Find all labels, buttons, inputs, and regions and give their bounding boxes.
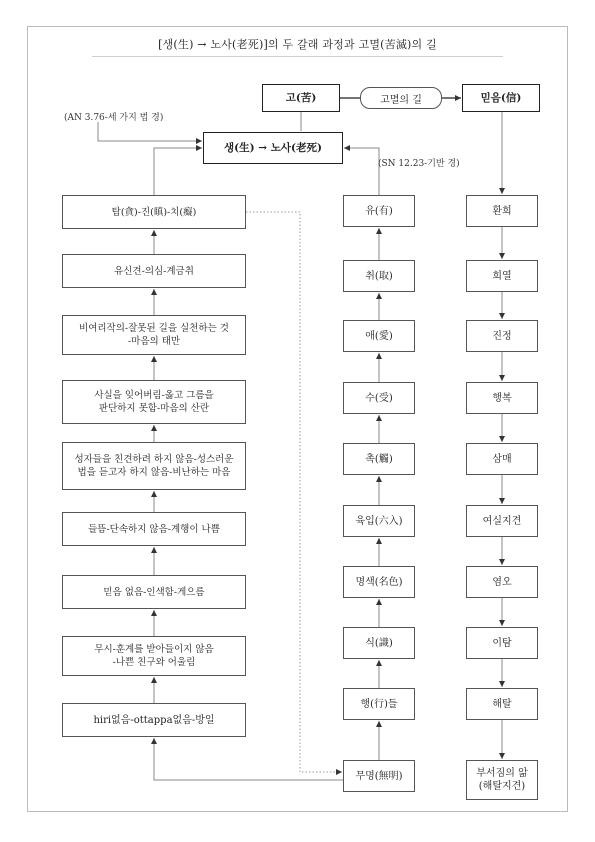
suffering-box: 고(苦) bbox=[262, 84, 340, 112]
right-chain-box: 삼매 bbox=[466, 443, 538, 475]
middle-chain-box: 애(愛) bbox=[343, 320, 415, 352]
middle-chain-box: 수(受) bbox=[343, 382, 415, 414]
left-chain-box: 비여리작의-잘못된 길을 실천하는 것 -마음의 태만 bbox=[62, 315, 246, 355]
right-chain-box: 희열 bbox=[466, 260, 538, 292]
left-chain-box: 유신견-의심-계금취 bbox=[62, 254, 246, 288]
birth-aging-death-box: 생(生) → 노사(老死) bbox=[203, 132, 343, 164]
left-chain-box: 무시-훈계를 받아들이지 않음 -나쁜 친구와 어울림 bbox=[62, 636, 246, 676]
middle-chain-box: 명색(名色) bbox=[343, 566, 415, 598]
cessation-path-label: 고멸의 길 bbox=[360, 87, 442, 109]
right-chain-box: 행복 bbox=[466, 382, 538, 414]
middle-chain-box: 취(取) bbox=[343, 260, 415, 292]
right-chain-box: 진정 bbox=[466, 320, 538, 352]
right-chain-box: 부서짐의 앎 (해탈지견) bbox=[466, 760, 538, 800]
left-chain-box: 탐(貪)-진(瞋)-치(癡) bbox=[62, 195, 246, 229]
connector-arrow bbox=[344, 148, 379, 195]
middle-chain-box: 유(有) bbox=[343, 195, 415, 227]
left-chain-box: 믿음 없음-인색함-게으름 bbox=[62, 575, 246, 609]
left-chain-box: hiri없음-ottappa없음-방일 bbox=[62, 703, 246, 737]
left-chain-box: 사실을 잊어버림-옳고 그름을 판단하지 못함-마음의 산란 bbox=[62, 380, 246, 424]
middle-chain-box: 식(識) bbox=[343, 627, 415, 659]
left-chain-box: 성자들을 친견하려 하지 않음-성스러운 법을 듣고자 하지 않음-비난하는 마음 bbox=[62, 442, 246, 490]
right-chain-box: 여실지견 bbox=[466, 505, 538, 537]
middle-chain-box: 행(行)들 bbox=[343, 688, 415, 720]
right-chain-box: 해탈 bbox=[466, 688, 538, 720]
connector-arrow bbox=[154, 738, 343, 780]
right-chain-box: 염오 bbox=[466, 566, 538, 598]
middle-chain-box: 육입(六入) bbox=[343, 505, 415, 537]
an-sutta-note: (AN 3.76-세 가지 법 경) bbox=[64, 113, 164, 123]
middle-chain-box: 무명(無明) bbox=[343, 760, 415, 792]
connector-arrow bbox=[154, 148, 202, 195]
left-chain-box: 들뜸-단속하지 않음-계행이 나쁨 bbox=[62, 512, 246, 546]
connector-arrow bbox=[246, 212, 342, 772]
middle-chain-box: 촉(觸) bbox=[343, 443, 415, 475]
connector-arrow bbox=[98, 122, 202, 141]
right-chain-box: 이탐 bbox=[466, 627, 538, 659]
sn-sutta-note: (SN 12.23-기반 경) bbox=[378, 159, 460, 169]
page-title: [생(生) → 노사(老死)]의 두 갈래 과정과 고멸(苦滅)의 길 bbox=[158, 38, 437, 51]
right-chain-box: 환희 bbox=[466, 195, 538, 227]
faith-box: 믿음(信) bbox=[462, 84, 540, 112]
